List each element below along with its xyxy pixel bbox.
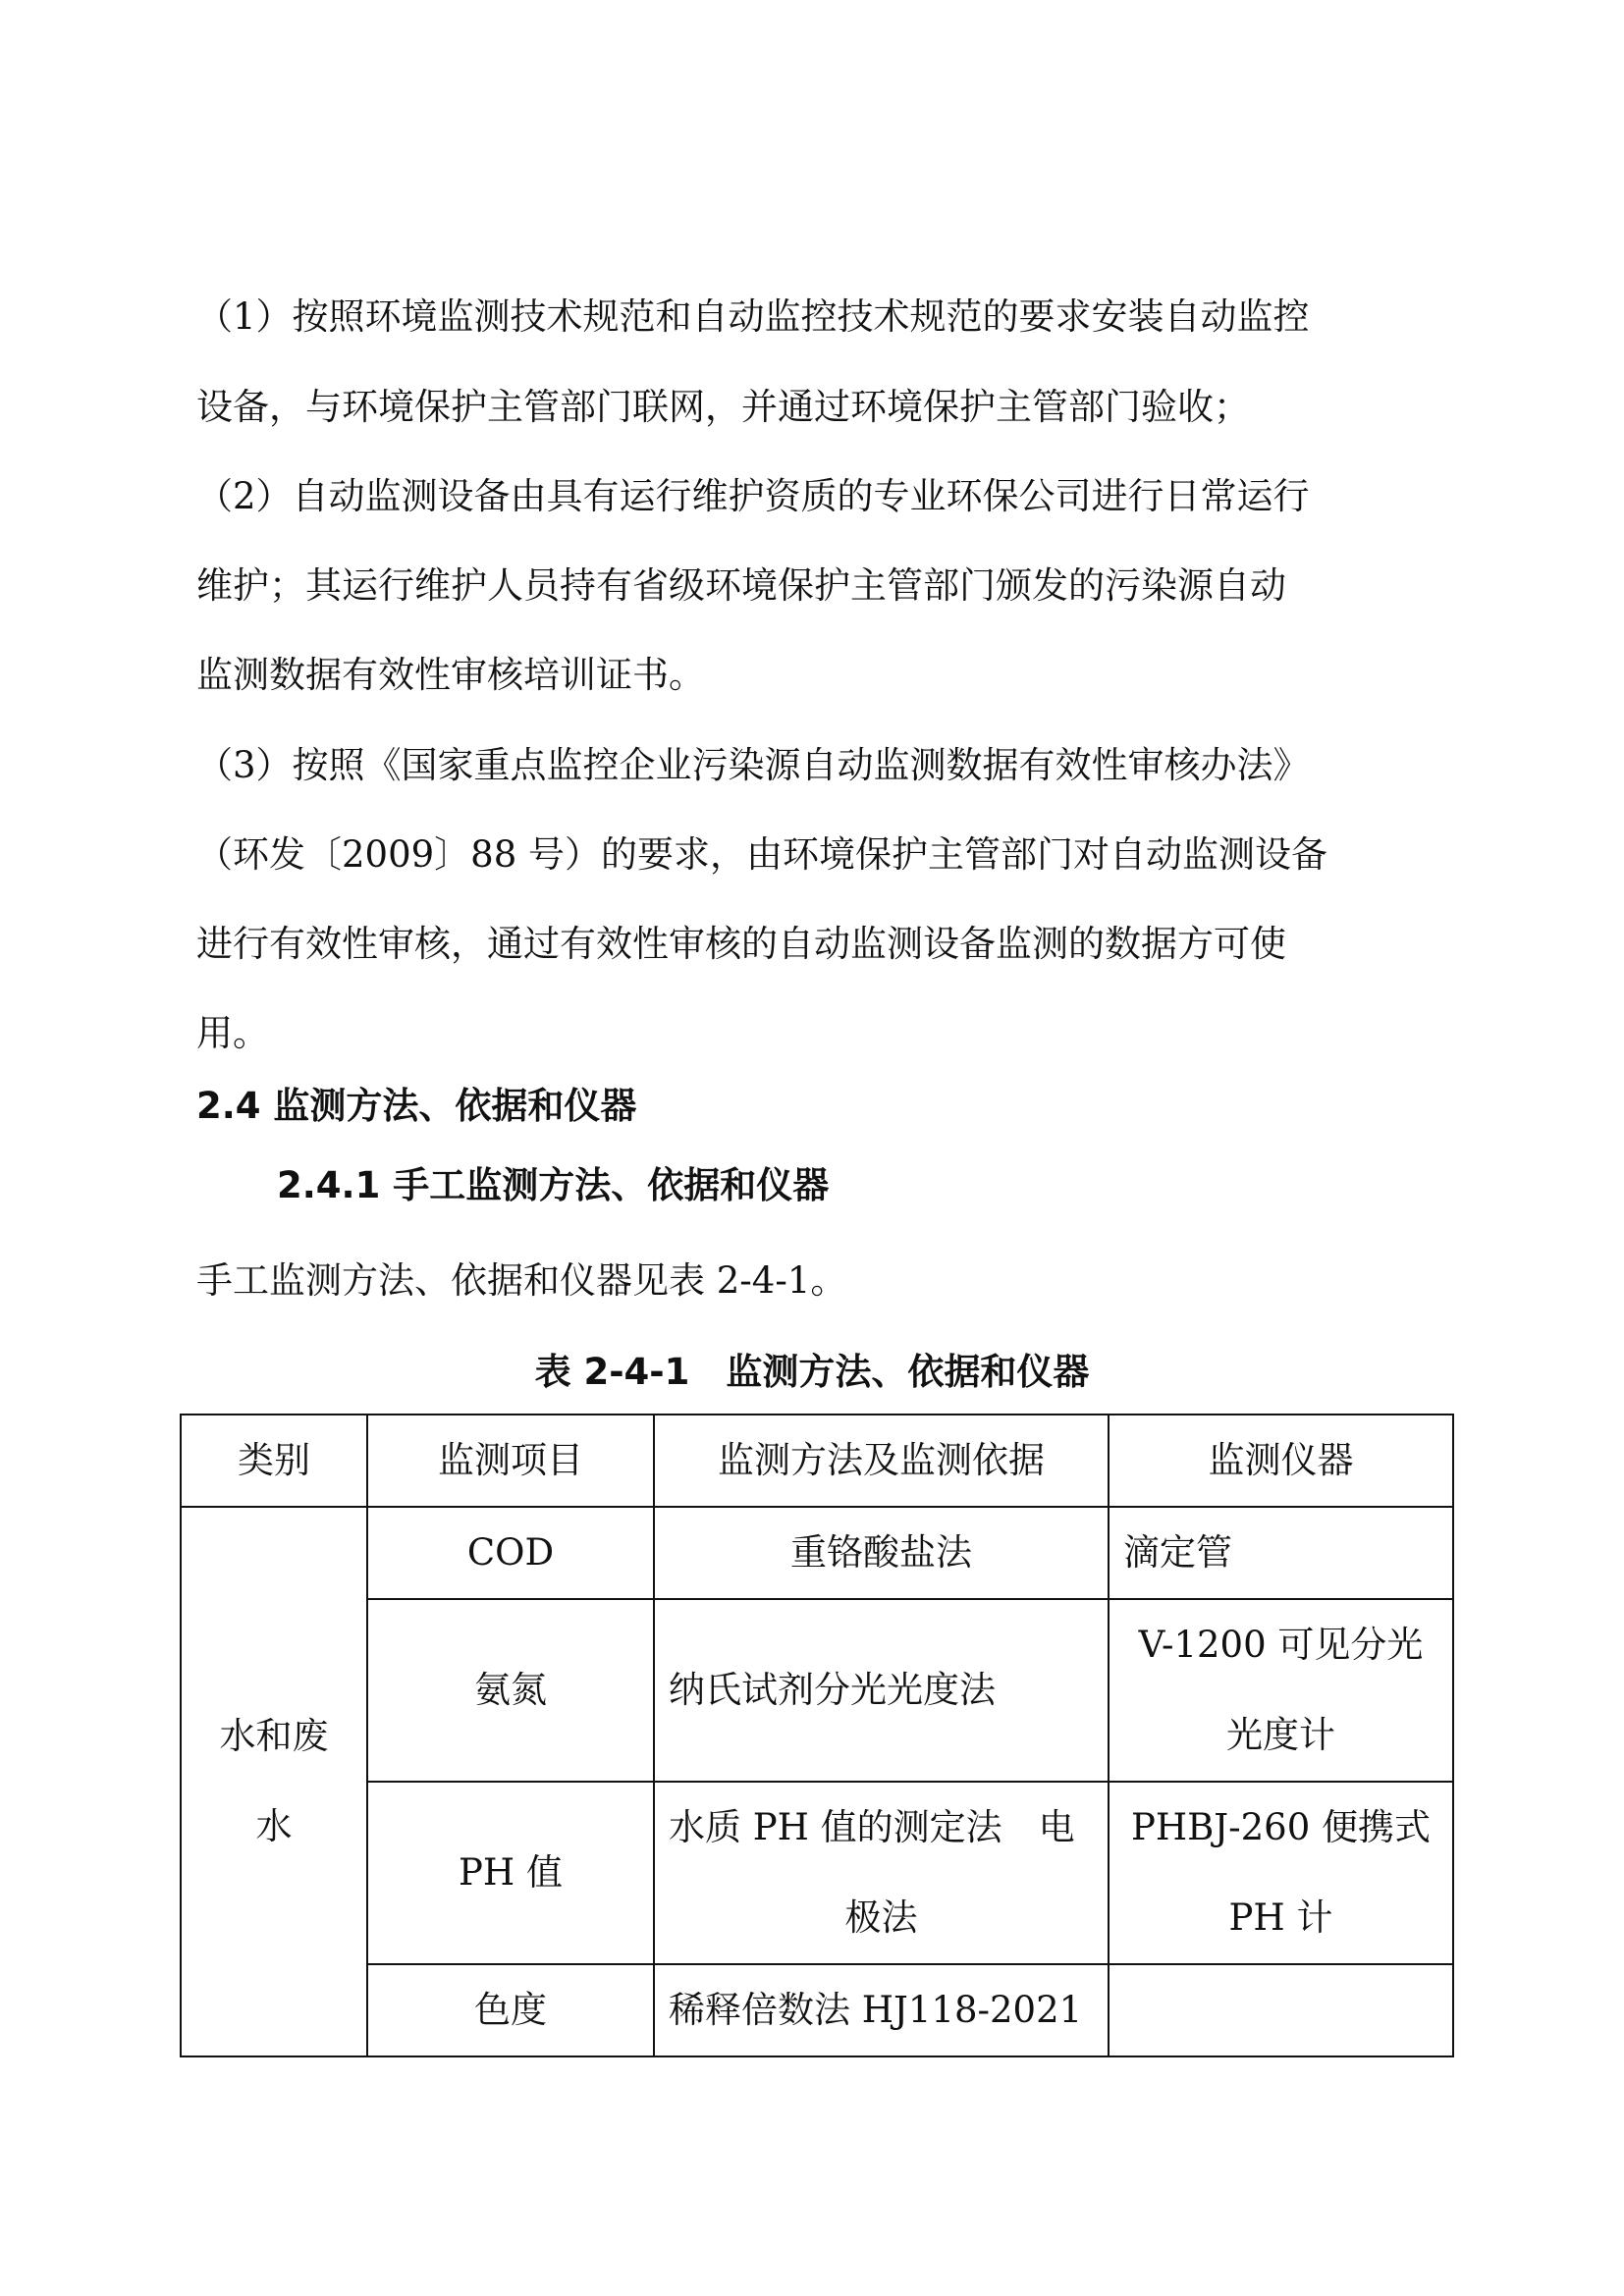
method-line: 水质 PH 值的测定法 电 [669, 1806, 1075, 1848]
table-header-row [181, 1415, 1453, 1507]
subsection-heading: 2.4.1 手工监测方法、依据和仪器 [277, 1164, 830, 1206]
section-intro: 手工监测方法、依据和仪器见表 2-4-1。 [196, 1259, 847, 1302]
header-category: 类别 [181, 1415, 367, 1507]
header-instrument: 监测仪器 [1109, 1415, 1453, 1507]
paragraph-line-6: （3）按照《国家重点监控企业污染源自动监测数据有效性审核办法》 [196, 744, 1310, 786]
header-method: 监测方法及监测依据 [654, 1415, 1109, 1507]
paragraph-line-2: 设备，与环境保护主管部门联网，并通过环境保护主管部门验收； [196, 386, 1250, 428]
table-row [181, 1599, 1453, 1782]
item-cell: PH 值 [367, 1782, 654, 1964]
instrument-cell [1109, 1599, 1453, 1782]
method-cell: 纳氏试剂分光光度法 [654, 1599, 1109, 1782]
instrument-line: PH 计 [1228, 1896, 1333, 1939]
item-cell: 色度 [367, 1964, 654, 2056]
method-line: 极法 [844, 1896, 918, 1939]
instrument-cell: 滴定管 [1109, 1507, 1453, 1599]
category-cell [181, 1507, 367, 2056]
header-item: 监测项目 [367, 1415, 654, 1507]
paragraph-line-8: 进行有效性审核，通过有效性审核的自动监测设备监测的数据方可使 [196, 923, 1286, 965]
paragraph-line-3: （2）自动监测设备由具有运行维护资质的专业环保公司进行日常运行 [196, 475, 1310, 517]
category-line: 水 [255, 1805, 293, 1847]
paragraph-line-7: （环发〔2009〕88 号）的要求，由环境保护主管部门对自动监测设备 [196, 833, 1328, 876]
method-cell: 稀释倍数法 HJ118-2021 [654, 1964, 1109, 2056]
method-cell [654, 1782, 1109, 1964]
item-cell: COD [367, 1507, 654, 1599]
instrument-cell [1109, 1964, 1453, 2056]
paragraph-line-5: 监测数据有效性审核培训证书。 [196, 654, 705, 696]
instrument-line: V-1200 可见分光 [1138, 1624, 1424, 1666]
method-cell: 重铬酸盐法 [654, 1507, 1109, 1599]
instrument-cell [1109, 1782, 1453, 1964]
paragraph-line-1: （1）按照环境监测技术规范和自动监控技术规范的要求安装自动监控 [196, 295, 1310, 338]
category-line: 水和废 [219, 1715, 329, 1757]
methods-table [180, 1414, 1454, 2057]
table-caption: 表 2-4-1 监测方法、依据和仪器 [534, 1351, 1090, 1393]
instrument-line: PHBJ-260 便携式 [1130, 1806, 1432, 1848]
table-row [181, 1964, 1453, 2056]
paragraph-line-9: 用。 [196, 1012, 269, 1054]
instrument-line: 光度计 [1226, 1714, 1335, 1756]
section-heading: 2.4 监测方法、依据和仪器 [196, 1085, 637, 1127]
paragraph-line-4: 维护；其运行维护人员持有省级环境保护主管部门颁发的污染源自动 [196, 564, 1286, 607]
table-row [181, 1782, 1453, 1964]
table-row [181, 1507, 1453, 1599]
item-cell: 氨氮 [367, 1599, 654, 1782]
